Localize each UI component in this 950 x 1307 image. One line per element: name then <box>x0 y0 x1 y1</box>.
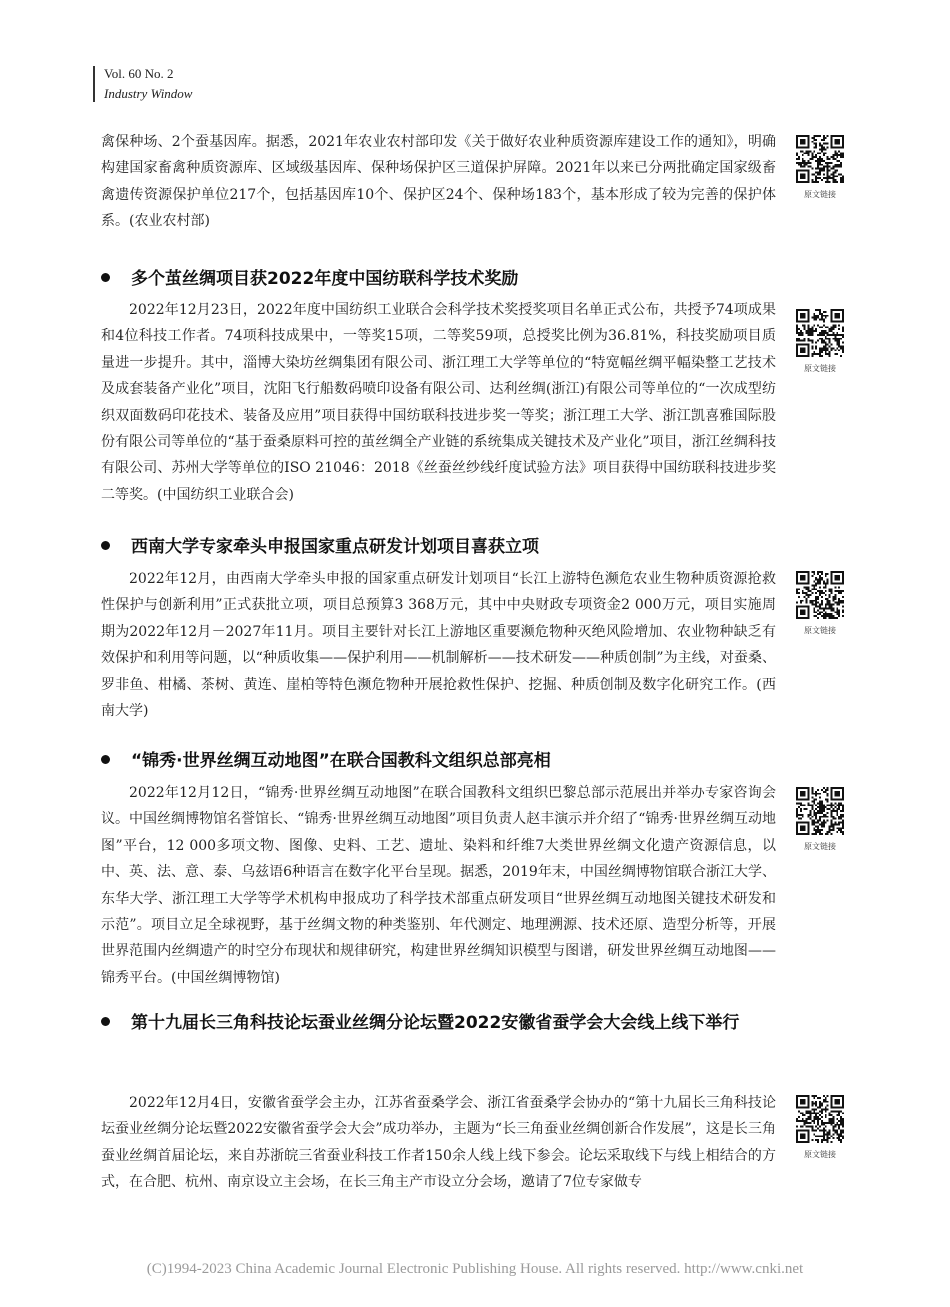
section-title-silkmap: “锦秀·世界丝绸互动地图”在联合国教科文组织总部亮相 <box>101 746 791 771</box>
qr-link-2[interactable] <box>796 309 844 374</box>
qr-code-icon <box>796 135 844 183</box>
bullet-icon <box>101 541 110 550</box>
section-body-southwest: 2022年12月，由西南大学牵头申报的国家重点研发计划项目“长江上游特色濒危农业生物种质资源抢救性保护与创新利用”正式获批立项，项目总预算3 368万元，其中中央财政专项资金2 000万元，项目实施周期为2022年12月－2027年11月。项目主要针对长江上游地区重要濒危物种灭绝风险增加、农业物种缺乏有效保护和利用等问题，以“种质收集——保护利用——机制解析——技术研发——种质创制”为主线，对蚕桑、罗非鱼、柑橘、茶树、黄连、崖柏等特色濒危物种开展抢救性保护、挖掘、种质创制及数字化研究工作。(西南大学) <box>101 571 776 720</box>
intro-paragraph: 禽保种场、2个蚕基因库。据悉，2021年农业农村部印发《关于做好农业种质资源库建设工作的通知》，明确构建国家畜禽种质资源库、区域级基因库、保种场保护区三道保护屏障。2021年以来已分两批确定国家级畜禽遗传资源保护单位217个，包括基因库10个、保护区24个、保种场183个，基本形成了较为完善的保护体系。(农业农村部) <box>101 134 776 230</box>
qr-link-5[interactable] <box>796 1095 844 1160</box>
qr-link-1[interactable] <box>796 135 844 200</box>
section-title-southwest: 西南大学专家牵头申报国家重点研发计划项目喜获立项 <box>101 532 791 557</box>
qr-link-label: 原文链接 <box>804 364 836 373</box>
qr-link-4[interactable] <box>796 787 844 852</box>
bullet-icon <box>101 273 110 282</box>
qr-code-icon <box>796 571 844 619</box>
qr-link-label: 原文链接 <box>804 190 836 199</box>
qr-link-label: 原文链接 <box>804 1150 836 1159</box>
section-body-silkmap: 2022年12月12日，“锦秀·世界丝绸互动地图”在联合国教科文组织巴黎总部示范展出并举办专家咨询会议。中国丝绸博物馆名誉馆长、“锦秀·世界丝绸互动地图”项目负责人赵丰演示并介绍了“锦秀·世界丝绸互动地图”平台，12 000多项文物、图像、史料、工艺、遗址、染料和纤维7大类世界丝绸文化遗产资源信息，以中、英、法、意、泰、乌兹语6种语言在数字化平台呈现。据悉，2019年末，中国丝绸博物馆联合浙江大学、东华大学、浙江理工大学等学术机构申报成功了科学技术部重点研发项目“世界丝绸互动地图关键技术研发和示范”。项目立足全球视野，基于丝绸文物的种类鉴别、年代测定、地理溯源、技术还原、造型分析等，开展世界范围内丝绸遗产的时空分布现状和规律研究，构建世界丝绸知识模型与图谱，研发世界丝绸互动地图——锦秀平台。(中国丝绸博物馆) <box>101 785 776 986</box>
qr-link-label: 原文链接 <box>804 626 836 635</box>
qr-code-icon <box>796 1095 844 1143</box>
qr-link-3[interactable] <box>796 571 844 636</box>
header-rule <box>93 66 95 102</box>
qr-code-icon <box>796 309 844 357</box>
section-body-forum: 2022年12月4日，安徽省蚕学会主办，江苏省蚕桑学会、浙江省蚕桑学会协办的“第十九届长三角科技论坛蚕业丝绸分论坛暨2022安徽省蚕学会大会”成功举办，主题为“长三角蚕业丝绸创新合作发展”，这是长三角蚕业丝绸首届论坛，来自苏浙皖三省蚕业科技工作者150余人线上线下参会。论坛采取线下与线上相结合的方式，在合肥、杭州、南京设立主会场，在长三角主产市设立分会场，邀请了7位专家做专 <box>101 1095 776 1191</box>
bullet-icon <box>101 755 110 764</box>
journal-section: Industry Window <box>104 86 193 101</box>
bullet-icon <box>101 1017 110 1026</box>
qr-link-label: 原文链接 <box>804 842 836 851</box>
section-title-awards: 多个茧丝绸项目获2022年度中国纺联科学技术奖励 <box>101 264 791 289</box>
section-body-awards: 2022年12月23日，2022年度中国纺织工业联合会科学技术奖授奖项目名单正式公布，共授予74项成果和4位科技工作者。74项科技成果中，一等奖15项，二等奖59项，总授奖比例为36.81%，科技奖励项目质量进一步提升。其中，淄博大染坊丝绸集团有限公司、浙江理工大学等单位的“特宽幅丝绸平幅染整工艺技术及成套装备产业化”项目，沈阳飞行船数码喷印设备有限公司、达利丝绸(浙江)有限公司等单位的“一次成型纺织双面数码印花技术、装备及应用”项目获得中国纺联科技进步奖一等奖；浙江理工大学、浙江凯喜雅国际股份有限公司等单位的“基于蚕桑原料可控的茧丝绸全产业链的系统集成关键技术及产业化”项目，浙江丝绸科技有限公司、苏州大学等单位的ISO 21046：2018《丝蚕丝纱线纤度试验方法》项目获得中国纺联科技进步奖二等奖。(中国纺织工业联合会) <box>101 302 776 503</box>
journal-volume: Vol. 60 No. 2 <box>104 66 174 81</box>
section-title-forum: 第十九届长三角科技论坛蚕业丝绸分论坛暨2022安徽省蚕学会大会线上线下举行 <box>101 1005 791 1041</box>
copyright-footer: (C)1994-2023 China Academic Journal Electronic Publishing House. All rights reserved. http://www.cnki.net <box>146 1261 804 1277</box>
qr-code-icon <box>796 787 844 835</box>
